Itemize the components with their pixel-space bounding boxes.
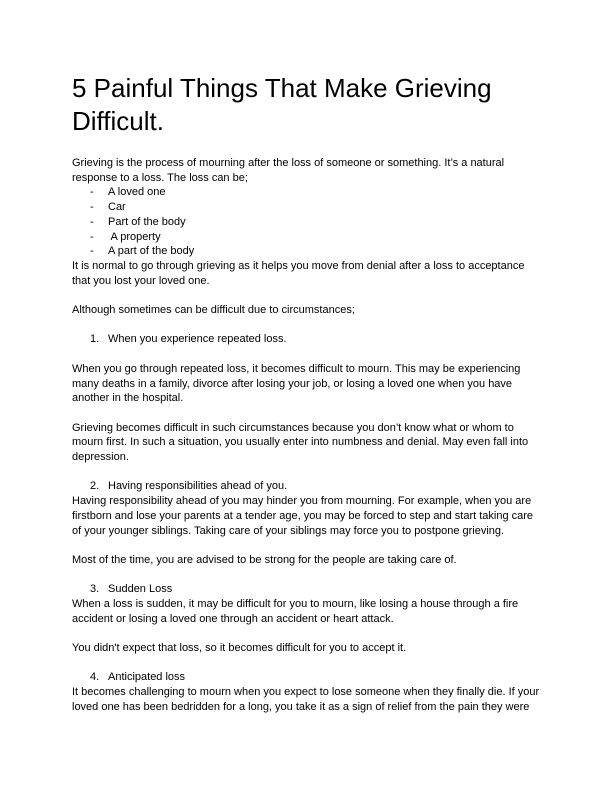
dash-bullet: -: [90, 245, 94, 258]
list-item-text: Part of the body: [108, 215, 186, 228]
section-heading-text: Having responsibilities ahead of you.: [108, 480, 288, 493]
loss-types-list: [72, 185, 542, 259]
lead-in-paragraph: Although sometimes can be difficult due to circumstances;: [72, 304, 355, 317]
section-1-paragraph-1: When you go through repeated loss, it becomes difficult to mourn. This may be experiencing many deaths in a family, divorce after losing your job, or losing a loved one when you have another in the hospital.: [72, 362, 521, 405]
section-number: 3.: [90, 583, 100, 596]
section-3-paragraph-1: When a loss is sudden, it may be difficult for you to mourn, like losing a house through a fire accident or losing a loved one through an accident or heart attack.: [72, 597, 519, 625]
dash-bullet: -: [90, 230, 94, 243]
section-heading-text: Anticipated loss: [108, 671, 186, 684]
section-heading-text: Sudden Loss: [108, 583, 173, 596]
section-2-paragraph-1: Having responsibility ahead of you may hinder you from mourning. For example, when you are firstborn and lose your parents at a tender age, you may be forced to step and start taking care of your younger siblings. Taking care of your siblings may force you to postpone grieving.: [72, 495, 534, 537]
document-title: 5 Painful Things That Make Grieving Difficult.: [72, 73, 492, 136]
section-3-paragraph-2: You didn't expect that loss, so it becomes difficult for you to accept it.: [72, 642, 407, 655]
section-heading-4: [72, 670, 542, 685]
list-item: [72, 185, 542, 200]
document-body: [72, 156, 542, 715]
section-1-paragraph-2: Grieving becomes difficult in such circumstances because you don’t know what or whom to mourn first. In such a situation, you usually enter into numbness and denial. May even fall into depression.: [72, 421, 529, 463]
list-item-text: A loved one: [108, 186, 166, 199]
section-number: 2.: [90, 480, 100, 493]
after-list-paragraph: It is normal to go through grieving as it helps you move from denial after a loss to acceptance that you lost your loved one.: [72, 259, 525, 287]
section-2-paragraph-2: Most of the time, you are advised to be strong for the people are taking care of.: [72, 553, 457, 566]
list-item-text: A property: [108, 230, 161, 243]
section-number: 4.: [90, 671, 100, 684]
list-item: [72, 230, 542, 245]
section-heading-3: [72, 582, 542, 597]
list-item: [72, 244, 542, 259]
section-heading-2: [72, 479, 542, 494]
section-heading-text: When you experience repeated loss.: [108, 333, 287, 346]
dash-bullet: -: [90, 186, 94, 199]
section-heading-1: [72, 332, 542, 347]
section-number: 1.: [90, 333, 100, 346]
section-4-paragraph-1: It becomes challenging to mourn when you expect to lose someone when they finally die. If your loved one has been bedridden for a long, you take it as a sign of relief from the pain they were: [72, 686, 540, 713]
list-item: [72, 215, 542, 230]
intro-paragraph: Grieving is the process of mourning after the loss of someone or something. It’s a natural response to a loss. The loss can be;: [72, 157, 505, 184]
list-item-text: A part of the body: [108, 245, 195, 258]
list-item: [72, 200, 542, 215]
dash-bullet: -: [90, 215, 94, 228]
list-item-text: Car: [108, 201, 126, 214]
dash-bullet: -: [90, 201, 94, 214]
